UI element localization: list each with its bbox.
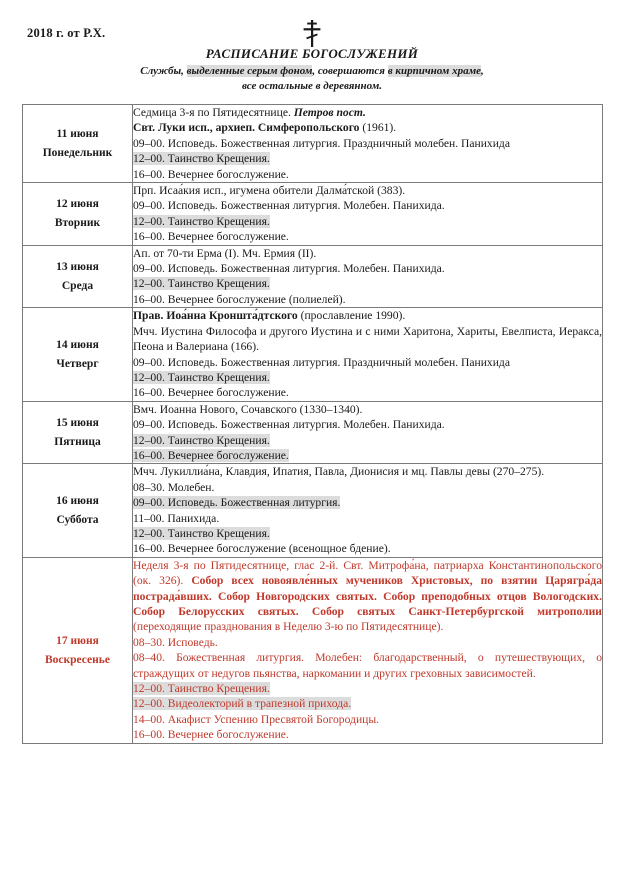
service-line-text — [133, 168, 289, 181]
service-text-span: 09–00. Исповедь. Божественная литургия. — [133, 496, 341, 510]
subtitle-text-2: , совершаются — [312, 65, 388, 77]
service-line-text — [133, 325, 602, 353]
service-line — [133, 136, 602, 151]
service-line-text — [133, 559, 602, 634]
service-line-text — [133, 199, 445, 212]
date-weekday: Понедельник — [42, 147, 113, 160]
service-text-span: (переходящие празднования в Неделю 3-ю по Пятидесятнице). — [133, 620, 444, 634]
service-line — [133, 464, 602, 479]
service-line-text — [133, 152, 270, 165]
service-line-brick-church — [133, 433, 602, 448]
service-line-text — [133, 230, 289, 243]
service-line — [133, 402, 602, 417]
service-line-text — [133, 527, 270, 540]
services-cell — [133, 245, 603, 308]
service-text-span: 12–00. Таинство Крещения. — [133, 682, 270, 696]
orthodox-cross-icon — [0, 19, 624, 49]
service-text-span: 09–00. Исповедь. Божественная литургия. Молебен. Панихида. — [133, 199, 445, 213]
service-text-span: 12–00. Таинство Крещения. — [133, 152, 270, 166]
services-cell — [133, 105, 603, 183]
service-line-text — [133, 713, 379, 726]
service-line-text — [133, 697, 351, 710]
service-text-span: 08–30. Исповедь. — [133, 635, 218, 649]
service-line-text — [133, 481, 214, 494]
service-line-text — [133, 262, 445, 275]
page-subtitle — [0, 64, 624, 93]
service-line — [133, 650, 602, 681]
service-text-span: Неделя 3-я по Пятидесятнице, глас 2-й. Свт. Митрофа́на, патриарха Константинопольского (ок. 326). — [133, 558, 602, 588]
service-line-text — [133, 356, 510, 369]
date-weekday: Среда — [61, 279, 94, 292]
subtitle-line-2: все остальные в деревянном. — [241, 79, 383, 92]
service-line — [133, 261, 602, 276]
services-cell — [133, 401, 603, 464]
service-line-text — [133, 512, 219, 525]
service-text-span: 14–00. Акафист Успению Пресвятой Богородицы. — [133, 712, 380, 726]
service-text-span: Прав. Иоа́нна Кроншта́дтского — [133, 309, 298, 323]
schedule-row — [23, 105, 603, 183]
service-text-span: 16–00. Вечернее богослужение. — [133, 728, 289, 742]
schedule-row — [23, 183, 603, 246]
service-line-text — [133, 247, 316, 260]
service-line — [133, 292, 602, 307]
services-cell — [133, 557, 603, 743]
service-text-span: 16–00. Вечернее богослужение (всенощное бдение). — [133, 542, 391, 556]
service-line — [133, 246, 602, 261]
service-text-span: 12–00. Таинство Крещения. — [133, 433, 270, 447]
service-line — [133, 167, 602, 182]
service-line — [133, 541, 602, 556]
service-line-text — [133, 434, 270, 447]
service-line-brick-church — [133, 370, 602, 385]
service-line — [133, 712, 602, 727]
service-line-text — [133, 371, 270, 384]
service-line-brick-church — [133, 448, 602, 463]
date-weekday: Вторник — [54, 217, 101, 230]
service-text-span: 12–00. Таинство Крещения. — [133, 526, 270, 540]
service-line — [133, 183, 602, 198]
service-line — [133, 229, 602, 244]
service-line-text — [133, 449, 289, 462]
service-text-span: 12–00. Таинство Крещения. — [133, 214, 270, 228]
service-line-text — [133, 542, 391, 555]
service-line-brick-church — [133, 151, 602, 166]
service-line-text — [133, 121, 396, 134]
service-text-span: 08–40. Божественная литургия. Молебен: благодарственный, о путешествующих, о страждущих от недугов пьянства, наркомании и других греховных зависимостей. — [133, 651, 602, 680]
date-weekday: Пятница — [54, 436, 101, 449]
schedule-row — [23, 464, 603, 557]
service-line-text — [133, 682, 270, 695]
service-line-text — [133, 309, 405, 322]
services-cell — [133, 308, 603, 401]
service-line — [133, 324, 602, 355]
subtitle-text-1: Службы, — [140, 65, 187, 77]
schedule-row — [23, 401, 603, 464]
service-text-span: Вмч. Иоанна Нового, Сочавского (1330–1340). — [133, 402, 363, 416]
service-line — [133, 635, 602, 650]
date-cell — [23, 183, 133, 246]
service-text-span: 11–00. Панихида. — [133, 511, 220, 525]
service-line-brick-church — [133, 526, 602, 541]
service-line — [133, 417, 602, 432]
service-text-span: Прп. Исаа́кия исп., игумена обители Далма́тской (383). — [133, 184, 406, 198]
subtitle-text-3: , — [481, 65, 484, 77]
service-text-span: 12–00. Таинство Крещения. — [133, 370, 270, 384]
service-text-span: 12–00. Таинство Крещения. — [133, 277, 270, 291]
service-line — [133, 385, 602, 400]
date-cell — [23, 308, 133, 401]
date-cell — [23, 105, 133, 183]
subtitle-highlight-1: выделенные серым фоном — [186, 65, 313, 77]
page-title: РАСПИСАНИЕ БОГОСЛУЖЕНИЙ — [205, 46, 419, 61]
date-cell — [23, 245, 133, 308]
service-line — [133, 120, 602, 135]
service-line-brick-church — [133, 495, 602, 510]
schedule-body — [23, 105, 603, 744]
date-day: 14 июня — [56, 339, 99, 351]
service-line — [133, 105, 602, 120]
service-text-span: 12–00. Видеолекторий в трапезной прихода. — [133, 697, 352, 711]
schedule-row — [23, 557, 603, 743]
service-text-span: (1961). — [359, 121, 397, 135]
service-text-span: 16–00. Вечернее богослужение. — [133, 230, 289, 244]
service-line-text — [133, 496, 340, 509]
service-line — [133, 727, 602, 742]
date-cell — [23, 557, 133, 743]
service-line-brick-church — [133, 681, 602, 696]
service-text-span: Мчч. Иустина Философа и другого Иустина и с ними Харитона, Хариты, Евелписта, Иеракса, Пеона и Валериана (166). — [133, 324, 602, 354]
date-cell — [23, 401, 133, 464]
services-cell — [133, 464, 603, 557]
service-text-span: Собор всех новоявле́нных мучеников Христовых, по взятии Царягра́да пострада́вших. Собор Новгородских святых. Собор преподобных отцов Вологодских. Собор Белорусских святых. Собор святых Санкт-Петербургской митрополии — [133, 574, 602, 618]
service-line — [133, 480, 602, 495]
service-text-span: 16–00. Вечернее богослужение (полиелей). — [133, 292, 346, 306]
date-weekday: Четверг — [56, 358, 99, 370]
service-line-text — [133, 418, 445, 431]
service-line-text — [133, 277, 270, 290]
service-line-text — [133, 651, 602, 679]
date-day: 11 июня — [56, 128, 99, 141]
service-line-text — [133, 403, 362, 416]
service-text-span: 09–00. Исповедь. Божественная литургия. Праздничный молебен. Панихида — [133, 136, 510, 150]
date-weekday: Суббота — [56, 514, 99, 527]
service-line-text — [133, 636, 218, 649]
service-line-brick-church — [133, 214, 602, 229]
service-line-text — [133, 728, 289, 741]
date-cell — [23, 464, 133, 557]
date-weekday: Воскресенье — [45, 653, 110, 666]
service-schedule-table — [22, 104, 603, 744]
date-day: 15 июня — [56, 417, 99, 430]
service-line-text — [133, 137, 510, 150]
service-line — [133, 198, 602, 213]
document-header — [0, 0, 624, 100]
date-day: 12 июня — [56, 198, 99, 211]
service-text-span: Свт. Луки исп., архиеп. Симферопольского — [133, 121, 360, 135]
service-line — [133, 355, 602, 370]
schedule-row — [23, 308, 603, 401]
service-text-span: 16–00. Вечернее богослужение. — [133, 167, 289, 181]
service-line-brick-church — [133, 276, 602, 291]
date-day: 17 июня — [56, 634, 99, 647]
service-text-span: Петров пост. — [293, 106, 366, 119]
service-text-span: 09–00. Исповедь. Божественная литургия. Праздничный молебен. Панихида — [133, 355, 510, 369]
service-text-span: 16–00. Вечернее богослужение. — [133, 386, 289, 400]
service-text-span: 09–00. Исповедь. Божественная литургия. Молебен. Панихида. — [133, 418, 445, 432]
subtitle-highlight-2: в кирпичном храме — [387, 65, 481, 77]
schedule-row — [23, 245, 603, 308]
service-text-span: Ап. от 70-ти Ерма (I). Мч. Ермия (II). — [133, 246, 317, 260]
service-line-text — [133, 465, 544, 478]
date-day: 16 июня — [56, 495, 99, 508]
service-text-span: Мчч. Лукиллиа́на, Клавдия, Ипатия, Павла, Дионисия и мц. Павлы девы (270–275). — [133, 465, 545, 479]
service-text-span: 16–00. Вечернее богослужение. — [133, 448, 289, 462]
title-block — [0, 46, 624, 93]
service-line-text — [133, 215, 270, 228]
service-line-brick-church — [133, 696, 602, 711]
service-text-span: (прославление 1990). — [297, 309, 406, 323]
service-line — [133, 511, 602, 526]
service-line — [133, 308, 602, 323]
service-line-text — [133, 386, 289, 399]
service-line-text — [133, 106, 366, 119]
service-text-span: 09–00. Исповедь. Божественная литургия. Молебен. Панихида. — [133, 262, 445, 276]
services-cell — [133, 183, 603, 246]
service-line-text — [133, 184, 405, 197]
year-label: 2018 г. от Р.Х. — [27, 26, 106, 40]
service-line-text — [133, 293, 346, 306]
date-day: 13 июня — [56, 260, 99, 273]
service-text-span: Седмица 3-я по Пятидесятнице. — [133, 106, 294, 119]
service-text-span: 08–30. Молебен. — [133, 480, 215, 494]
service-line — [133, 558, 602, 635]
